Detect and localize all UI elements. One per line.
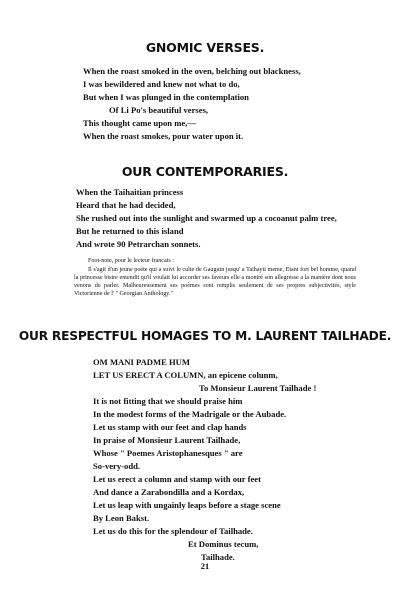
homages-line-7: In praise of Monsieur Laurent Tailhade, xyxy=(93,435,241,445)
homages-line-13: By Leon Bakst. xyxy=(93,513,150,523)
footnote-body: Il s'agit d'un jeune poète qui a suivi le culte de Gauguin jusqu' a Taihayti meme, Etant fort bel homme, quand la princesse bistre entendit qu'il voulait lui accorder ses faveurs elle a montré son allegresse a la manière dont nous venons de parler. Malheureusement ses poèmes sont remplis seulement de ses propres subjectivités, style Victorienne de l' " Georgian Anthology." xyxy=(74,267,356,297)
page-number: 21 xyxy=(200,561,210,571)
homages-line-8: Whose " Poemes Aristophanesques " are xyxy=(93,448,243,458)
contemporaries-line-1: When the Taihaitian princess xyxy=(76,187,184,197)
homages-line-6: Let us stamp with our feet and clap hands xyxy=(93,422,247,432)
homages-line-16: Tailhade. xyxy=(201,552,235,562)
gnomic-line-5: This thought came upon me,— xyxy=(83,118,196,128)
homages-line-2: LET US ERECT A COLUMN, an epicene colunm, xyxy=(93,370,278,380)
gnomic-line-3: But when I was plunged in the contemplation xyxy=(83,92,249,102)
homages-title: OUR RESPECTFUL HOMAGES TO M. LAURENT TAILHADE. xyxy=(18,329,392,343)
contemporaries-title: OUR CONTEMPORARIES. xyxy=(121,164,289,179)
homages-line-11: And dance a Zarabondilla and a Kordax, xyxy=(93,487,245,497)
contemporaries-line-4: But he returned to this island xyxy=(76,226,184,236)
homages-line-15: Et Dominus tecum, xyxy=(188,539,259,549)
homages-line-9: So-very-odd. xyxy=(93,461,141,471)
homages-line-5: In the modest forms of the Madrigale or the Aubade. xyxy=(93,409,287,419)
homages-line-4: It is not fitting that we should praise him xyxy=(93,396,243,406)
contemporaries-line-2: Heard that he had decided, xyxy=(76,200,176,210)
gnomic-verses-title: GNOMIC VERSES. xyxy=(145,40,265,55)
homages-line-12: Let us leap with ungainly leaps before a stage scene xyxy=(93,500,281,510)
footnote-heading: Foot-note, pour le lecteur francais : xyxy=(88,258,174,264)
gnomic-line-6: When the roast smokes, pour water upon it. xyxy=(83,131,244,141)
gnomic-line-4: Of Li Po's beautiful verses, xyxy=(109,105,209,115)
gnomic-line-1: When the roast smoked in the oven, belching out blackness, xyxy=(83,66,301,76)
homages-line-14: Let us do this for the splendour of Tailhade. xyxy=(93,526,253,536)
homages-line-3: To Monsieur Laurent Tailhade ! xyxy=(199,383,317,393)
homages-line-10: Let us erect a column and stamp with our feet xyxy=(93,474,261,484)
gnomic-line-2: I was bewildered and knew not what to do, xyxy=(83,79,240,89)
contemporaries-line-5: And wrote 90 Petrarchan sonnets. xyxy=(76,239,201,249)
contemporaries-line-3: She rushed out into the sunlight and swarmed up a cocoanut palm tree, xyxy=(76,213,337,223)
homages-line-1: OM MANI PADME HUM xyxy=(93,357,190,367)
